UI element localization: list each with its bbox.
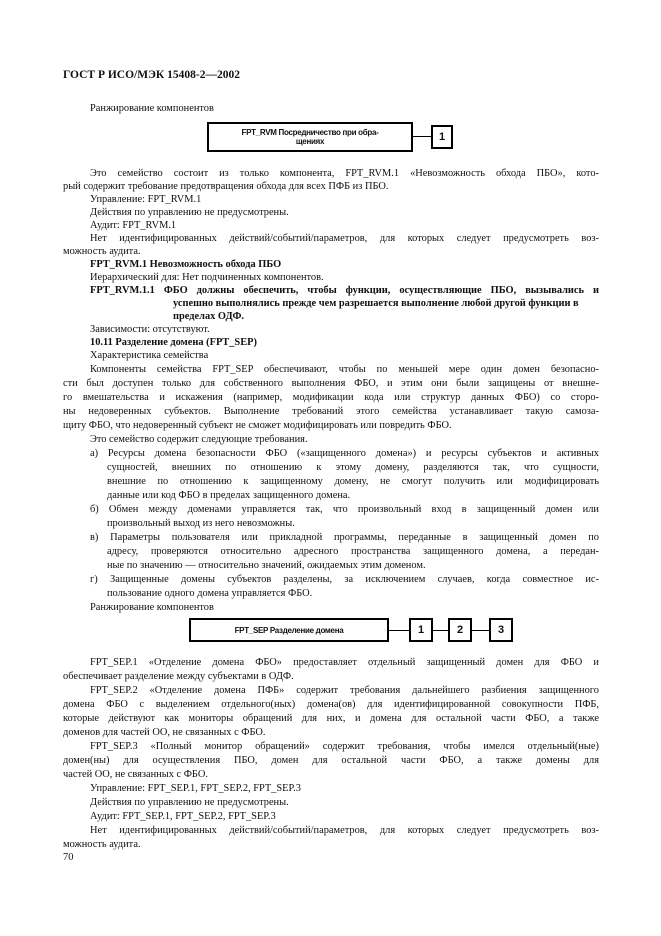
management-line: Управление: FPT_SEP.1, FPT_SEP.2, FPT_SEP.3 (90, 783, 301, 794)
list-item: в) Параметры пользователя или прикладной программы, переданные в защищенный домен по (90, 532, 599, 543)
paragraph-line: FPT_SEP.2 «Отделение домена ПФБ» содержит требования дальнейшего разбиения защищенного (90, 685, 599, 696)
paragraph-line: домен(ны) для осуществления ПБО, домен для остальной части ФБО, а также домены для (63, 755, 599, 766)
paragraph-line: Нет идентифицированных действий/событий/параметров, для которых следует предусмотреть воз- (90, 233, 599, 244)
paragraph-line: го вмешательства и искажения (например, модификации кода или структур данных ФБО) со сторо- (63, 392, 599, 403)
sep-level-2: 2 (448, 618, 472, 642)
list-item-cont: ные по значению — относительно значений, ожидаемых этим доменом. (107, 560, 426, 571)
page-number: 70 (63, 852, 74, 863)
sep-connector (472, 630, 489, 631)
sep-connector (433, 630, 448, 631)
rvm-level-1: 1 (431, 125, 453, 149)
component-leveling-heading: Ранжирование компонентов (90, 103, 214, 114)
dependencies-line: Зависимости: отсутствуют. (90, 324, 210, 335)
sep-connector (389, 630, 409, 631)
component-leveling-heading: Ранжирование компонентов (90, 602, 214, 613)
paragraph-line: домена ФБО с выделением отдельного(ных) домена(ов) для идентифицированной совокупности ПФБ, (63, 699, 599, 710)
paragraph-line: Это семейство содержит следующие требования. (90, 434, 308, 445)
paragraph-line: обеспечивает разделение между субъектами в ОДФ. (63, 671, 294, 682)
management-line: Управление: FPT_RVM.1 (90, 194, 202, 205)
rvm-connector (413, 136, 431, 137)
sep-level-1: 1 (409, 618, 433, 642)
element-line: FPT_RVM.1.1 ФБО должны обеспечить, чтобы функции, осуществляющие ПБО, вызывались и (90, 285, 599, 296)
list-item-cont: сущностей, внешних по отношению к этому домену, разделяются так, что сущности, (107, 462, 599, 473)
rvm-family-box (207, 122, 413, 152)
paragraph-line: Компоненты семейства FPT_SEP обеспечивают, чтобы по меньшей мере один домен безопасно- (90, 364, 599, 375)
list-item: б) Обмен между доменами управляется так, что произвольный вход в защищенный домен или (90, 504, 599, 515)
list-item-cont: адресу, проверяются относительно адресного пространства защищенного домена, а передан- (107, 546, 599, 557)
paragraph-line: сти был доступен только для собственного выполнения ФБО, и этим они были защищены от внешне- (63, 378, 599, 389)
rvm-family-box-line2: щениях (295, 137, 325, 146)
list-item-cont: произвольный выход из него невозможны. (107, 518, 295, 529)
list-item-cont: данные или код ФБО в пределах защищенного домена. (107, 490, 351, 501)
paragraph-line: Иерархический для: Нет подчиненных компонентов. (90, 272, 324, 283)
paragraph-line: Это семейство состоит из только компонента, FPT_RVM.1 «Невозможность обхода ПБО», кото- (90, 168, 599, 179)
list-item: а) Ресурсы домена безопасности ФБО («защищенного домена») и ресурсы субъектов и активных (90, 448, 599, 459)
paragraph-line: Действия по управлению не предусмотрены. (90, 207, 289, 218)
rvm-family-box-line1: FPT_RVM Посредничество при обра- (241, 128, 379, 137)
list-item-cont: пользование одного домена управляется ФБО. (107, 588, 313, 599)
paragraph-line: Нет идентифицированных действий/событий/параметров, для которых следует предусмотреть воз- (90, 825, 599, 836)
list-item: г) Защищенные домены субъектов разделены, за исключением случаев, когда совместное ис- (90, 574, 599, 585)
paragraph-line: можность аудита. (63, 839, 141, 850)
document-header: ГОСТ Р ИСО/МЭК 15408-2—2002 (63, 69, 240, 81)
element-line: успешно выполнялись прежде чем разрешается выполнение любой другой функции в (173, 298, 579, 309)
paragraph-line: FPT_SEP.3 «Полный монитор обращений» содержит требования, чтобы имелся отдельный(ные) (90, 741, 599, 752)
paragraph-line: частей ОО, не связанных с ФБО. (63, 769, 208, 780)
sep-level-3: 3 (489, 618, 513, 642)
element-line: пределах ОДФ. (173, 311, 245, 322)
paragraph-line: FPT_SEP.1 «Отделение домена ФБО» предоставляет отдельный защищенный домен для ФБО и (90, 657, 599, 668)
component-heading: FPT_RVM.1 Невозможность обхода ПБО (90, 259, 282, 270)
paragraph-line: щиту ФБО, что недоверенный субъект не сможет модифицировать или повредить ФБО. (63, 420, 452, 431)
sep-family-box: FPT_SEP Разделение домена (189, 618, 389, 642)
paragraph-line: рый содержит требование предотвращения обхода для всех ПФБ из ПБО. (63, 181, 389, 192)
audit-line: Аудит: FPT_RVM.1 (90, 220, 177, 231)
paragraph-line: Действия по управлению не предусмотрены. (90, 797, 289, 808)
section-heading: 10.11 Разделение домена (FPT_SEP) (90, 337, 257, 348)
subheading: Характеристика семейства (90, 350, 209, 361)
paragraph-line: которые действуют как мониторы обращений для них, и домена для остальной части ФБО, а также (63, 713, 599, 724)
audit-line: Аудит: FPT_SEP.1, FPT_SEP.2, FPT_SEP.3 (90, 811, 276, 822)
paragraph-line: ны недоверенных субъектов. Выполнение требований этого семейства устанавливает такую самоза- (63, 406, 599, 417)
paragraph-line: доменов для частей ОО, не связанных с ФБО. (63, 727, 266, 738)
list-item-cont: внешние по отношению к защищенному домену, не смогут получить или модифицировать (107, 476, 599, 487)
paragraph-line: можность аудита. (63, 246, 141, 257)
